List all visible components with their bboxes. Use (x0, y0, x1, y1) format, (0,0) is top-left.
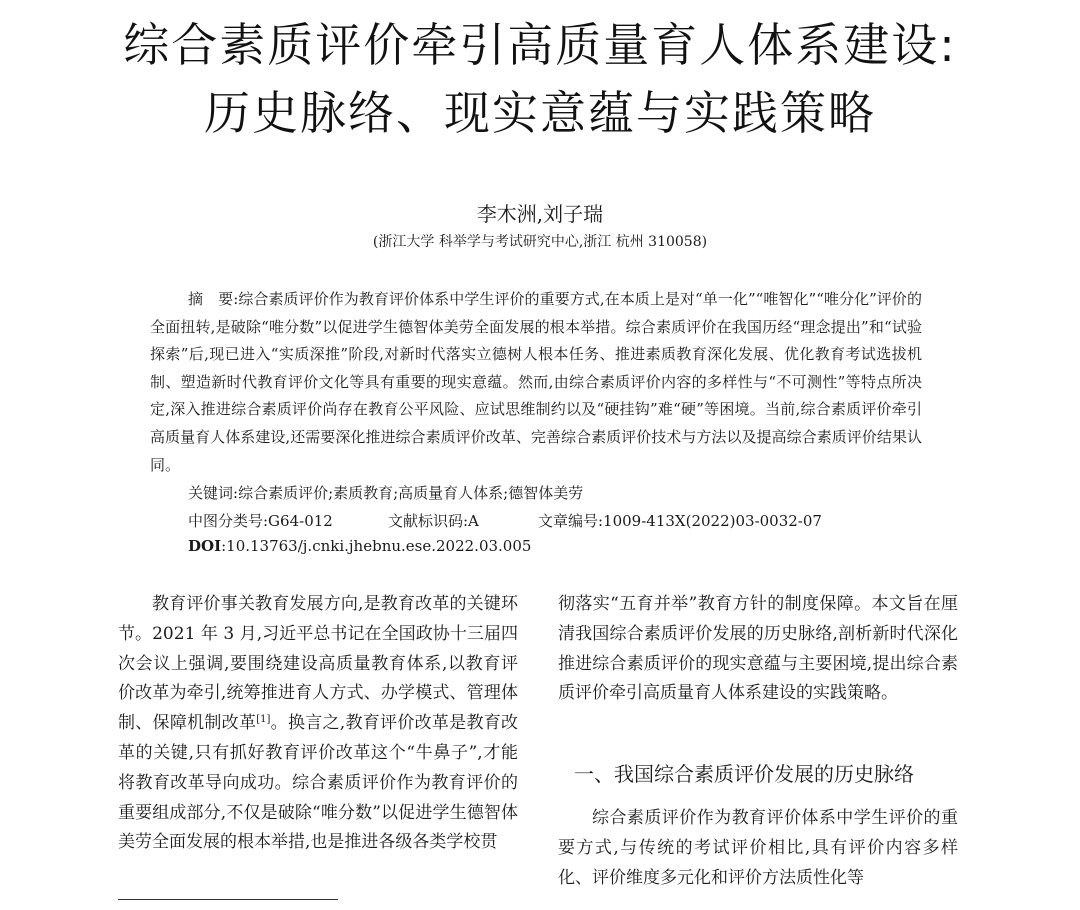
body-left-text-2: 。换言之,教育评价改革是教育改革的关键,只有抓好教育评价改革这个“牛鼻子”,才能将教育改革导向成功。综合素质评价作为教育评价的重要组成部分,不仅是破除“唯分数”以促进学生德智体美劳全面发展的根本举措,也是推进各级各类学校贯 (118, 713, 518, 853)
document-id: 文献标识码:A (388, 512, 479, 530)
article-number: 文章编号:1009-413X(2022)03-0032-07 (538, 512, 822, 530)
abstract-text: 综合素质评价作为教育评价体系中学生评价的重要方式,在本质上是对“单一化”“唯智化”“唯分化”评价的全面扭转,是破除“唯分数”以促进学生德智体美劳全面发展的根本举措。综合素质评价在我国历经“理念提出”和“试验探索”后,现已进入“实质深推”阶段,对新时代落实立德树人根本任务、推进素质教育深化发展、优化教育考试选拔机制、塑造新时代教育评价文化等具有重要的现实意蕴。然而,由综合素质评价内容的多样性与“不可测性”等特点所决定,深入推进综合素质评价尚存在教育公平风险、应试思维制约以及“硬挂钩”难“硬”等困境。当前,综合素质评价牵引高质量育人体系建设,还需要深化推进综合素质评价改革、完善综合素质评价技术与方法以及提高综合素质评价结果认同。 (150, 290, 922, 474)
title-line-1: 综合素质评价牵引高质量育人体系建设: (123, 18, 957, 72)
doi-label: DOI (188, 537, 222, 555)
citation-1: [1] (256, 714, 271, 726)
classification-row (188, 510, 822, 531)
abstract (150, 286, 922, 479)
keywords-label: 关键词: (188, 484, 239, 502)
keywords (188, 482, 583, 503)
section-heading-1: 一、我国综合素质评价发展的历史脉络 (574, 762, 914, 786)
body-right-paragraph-1: 彻落实“五育并举”教育方针的制度保障。本文旨在厘清我国综合素质评价发展的历史脉络,剖析新时代深化推进综合素质评价的现实意蕴与主要困境,提出综合素质评价牵引高质量育人体系建设的实践策略。 (558, 594, 958, 704)
title-line-2: 历史脉络、现实意蕴与实践策略 (204, 86, 876, 140)
authors: 李木洲,刘子瑞 (476, 202, 604, 226)
doi-row (188, 537, 531, 555)
abstract-label: 摘 要: (188, 290, 239, 308)
doi-text: :10.13763/j.cnki.jhebnu.ese.2022.03.005 (221, 537, 532, 555)
footnote-divider (118, 899, 338, 900)
affiliation: (浙江大学 科举学与考试研究中心,浙江 杭州 310058) (372, 234, 708, 250)
clc-number: 中图分类号:G64-012 (188, 512, 333, 530)
body-left-paragraph (118, 590, 518, 858)
body-right-paragraph-2: 综合素质评价作为教育评价体系中学生评价的重要方式,与传统的考试评价相比,具有评价内容多样化、评价维度多元化和评价方法质性化等 (558, 808, 958, 888)
keywords-text: 综合素质评价;素质教育;高质量育人体系;德智体美劳 (238, 484, 584, 502)
body-left-text-1: 教育评价事关教育发展方向,是教育改革的关键环节。2021 年 3 月,习近平总书记在全国政协十三届四次会议上强调,要围绕建设高质量教育体系,以教育评价改革为牵引,统筹推进育人方式、办学模式、管理体制、保障机制改革 (118, 594, 518, 734)
